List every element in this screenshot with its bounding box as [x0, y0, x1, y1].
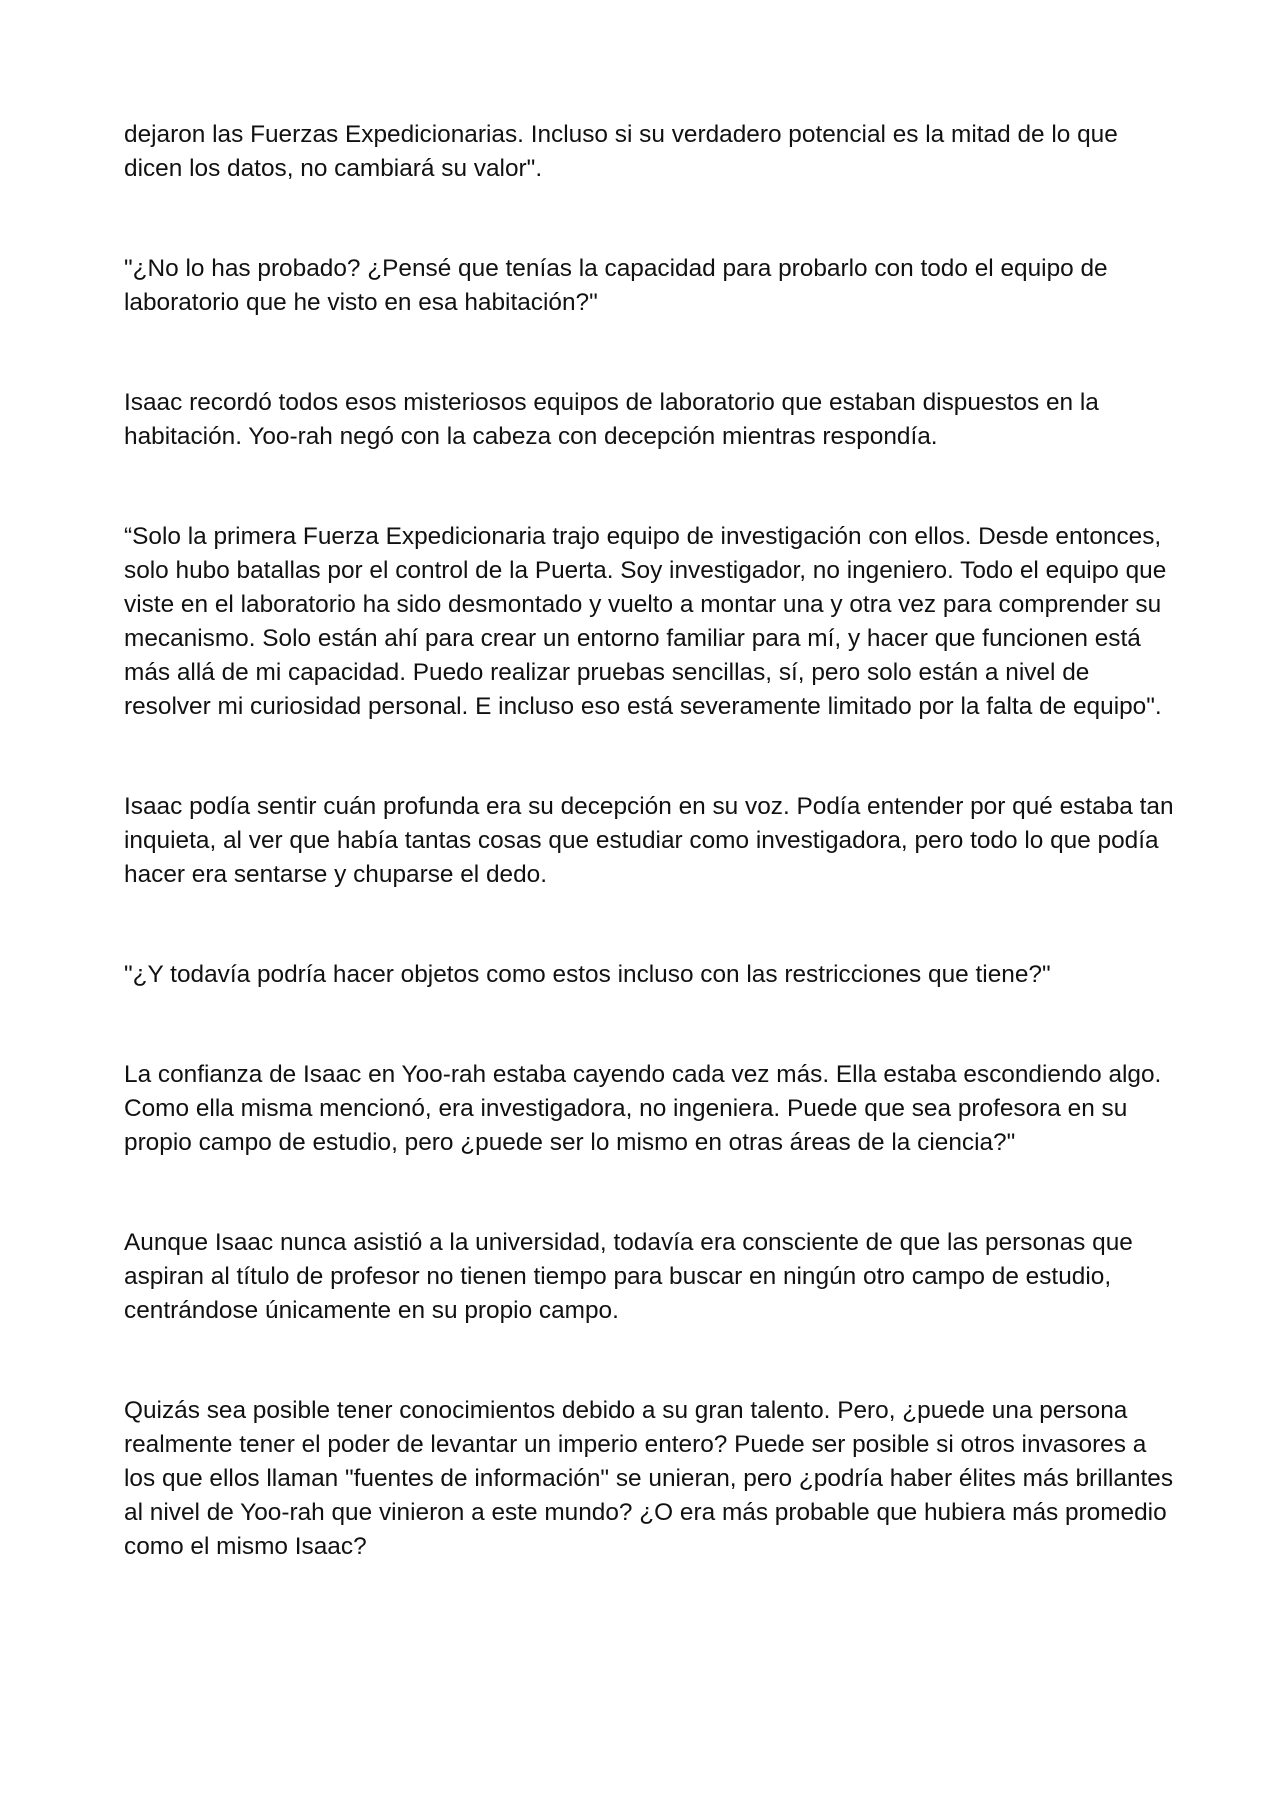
paragraph-1: dejaron las Fuerzas Expedicionarias. Incluso si su verdadero potencial es la mitad de lo que dicen los datos, no cambiará su valor". — [124, 121, 1118, 182]
paragraph-9: Quizás sea posible tener conocimientos debido a su gran talento. Pero, ¿puede una persona realmente tener el poder de levantar un imperio entero? Puede ser posible si otros invasores a los que ellos llaman "fuentes de información" se unieran, pero ¿podría haber élites más brillantes al nivel de Yoo-rah que vinieron a este mundo? ¿O era más probable que hubiera más promedio como el mismo Isaac? — [124, 1397, 1174, 1560]
paragraph-4: “Solo la primera Fuerza Expedicionaria trajo equipo de investigación con ellos. Desde entonces, solo hubo batallas por el control de la Puerta. Soy investigador, no ingeniero. Todo el equipo que viste en el laboratorio ha sido desmontado y vuelto a montar una y otra vez para comprender su mecanismo. Solo están ahí para crear un entorno familiar para mí, y hacer que funcionen está más allá de mi capacidad. Puedo realizar pruebas sencillas, sí, pero solo están a nivel de resolver mi curiosidad personal. E incluso eso está severamente limitado por la falta de equipo". — [124, 523, 1167, 720]
paragraph-5: Isaac podía sentir cuán profunda era su decepción en su voz. Podía entender por qué estaba tan inquieta, al ver que había tantas cosas que estudiar como investigadora, pero todo lo que podía hacer era sentarse y chuparse el dedo. — [124, 793, 1174, 888]
document-body — [124, 118, 1174, 1630]
paragraph-3: Isaac recordó todos esos misteriosos equipos de laboratorio que estaban dispuestos en la habitación. Yoo-rah negó con la cabeza con decepción mientras respondía. — [124, 389, 1099, 450]
paragraph-8: Aunque Isaac nunca asistió a la universidad, todavía era consciente de que las personas que aspiran al título de profesor no tienen tiempo para buscar en ningún otro campo de estudio, centrándose únicamente en su propio campo. — [124, 1229, 1133, 1324]
paragraph-7: La confianza de Isaac en Yoo-rah estaba cayendo cada vez más. Ella estaba escondiendo algo. Como ella misma mencionó, era investigadora, no ingeniera. Puede que sea profesora en su propio campo de estudio, pero ¿puede ser lo mismo en otras áreas de la ciencia?" — [124, 1061, 1162, 1156]
paragraph-2: "¿No lo has probado? ¿Pensé que tenías la capacidad para probarlo con todo el equipo de laboratorio que he visto en esa habitación?" — [124, 255, 1108, 316]
paragraph-6: "¿Y todavía podría hacer objetos como estos incluso con las restricciones que tiene?" — [124, 961, 1051, 988]
